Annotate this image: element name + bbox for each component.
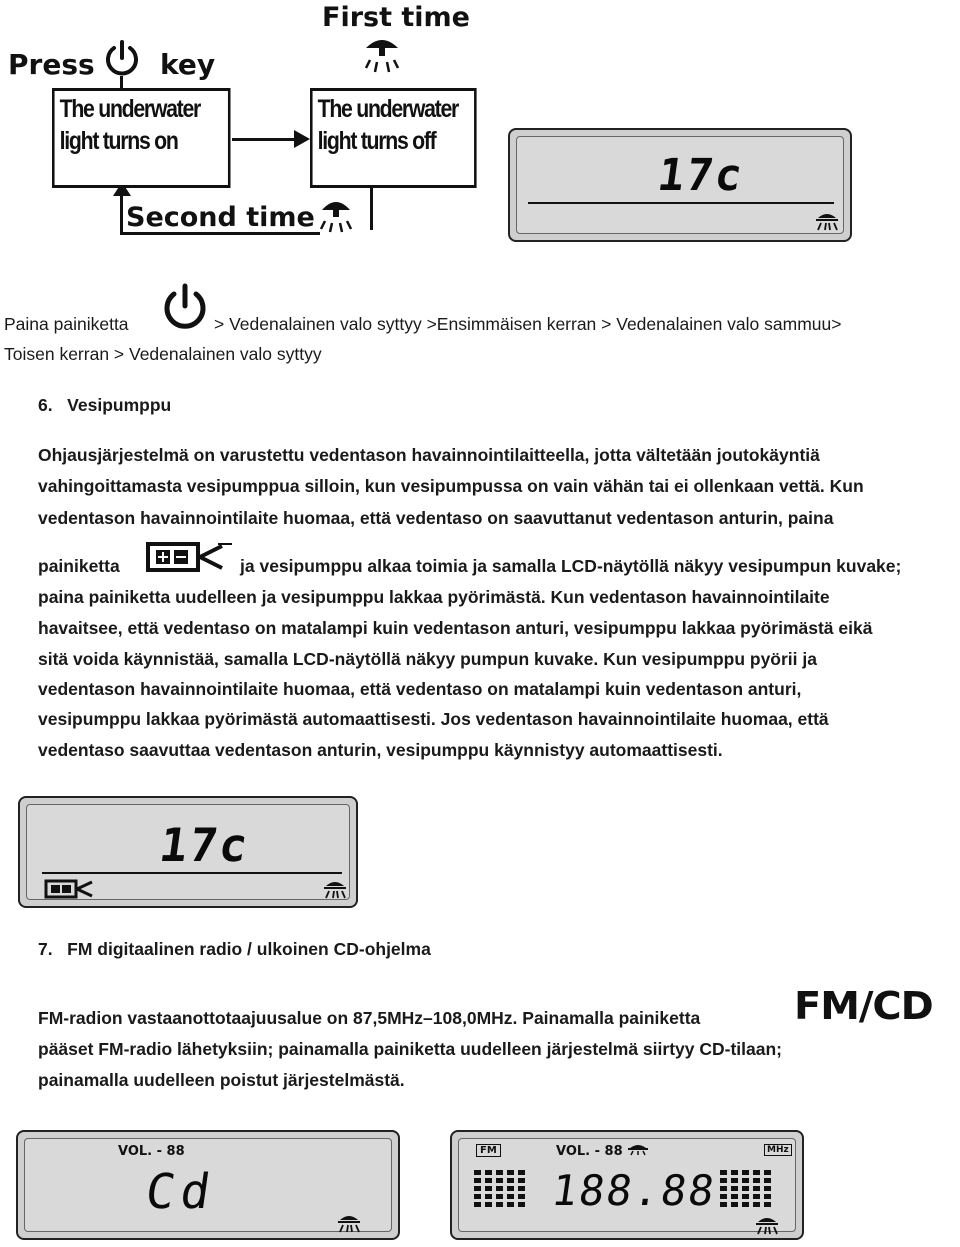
lcd-rule <box>42 872 342 874</box>
section6-line7: sitä voida käynnistää, samalla LCD-näytöllä näkyy pumpun kuvake. Kun vesipumppu pyörii ja <box>38 649 817 669</box>
lcd-frequency-digits: 188.88 <box>548 1166 720 1215</box>
section6-line6: havaitsee, että vedentaso on matalampi kuin vedentason anturi, vesipumppu lakkaa pyörimästä eikä <box>38 618 873 638</box>
section6-line2: vahingoittamasta vesipumppua silloin, kun vesipumpussa on vain vähän tai ei ollenkaan vettä. Kun <box>38 476 864 496</box>
second-time-label: Second time <box>126 202 315 233</box>
section6-line10: vedentaso saavuttaa vedentason anturin, vesipumppu käynnistyy automaattisesti. <box>38 740 723 760</box>
power-prefix: Paina painiketta <box>4 314 129 334</box>
section6-heading: 6. Vesipumppu <box>38 395 172 415</box>
lcd-volume-readout: VOL. - 88 <box>118 1144 185 1159</box>
lcd-volume-readout: VOL. - 88 <box>556 1144 623 1159</box>
section6-line9: vesipumppu lakkaa pyörimästä automaattisesti. Jos vedentason havainnointilaite huomaa, että <box>38 709 829 729</box>
box-light-off <box>310 88 477 188</box>
lcd-mhz-tag: MHz <box>764 1144 792 1156</box>
water-pump-icon <box>44 878 100 900</box>
first-time-label: First time <box>322 2 470 33</box>
section6-line3: vedentason havainnointilaite huomaa, että vedentaso on saavuttanut vedentason anturin, paina <box>38 508 834 528</box>
lcd-display-cd <box>16 1130 400 1240</box>
power-icon <box>102 38 142 78</box>
underwater-light-icon <box>334 1212 364 1234</box>
section7-line3: painamalla uudelleen poistut järjestelmästä. <box>38 1070 405 1090</box>
spectrum-bars-right <box>720 1168 780 1212</box>
box-light-on <box>52 88 231 188</box>
lcd-display-temperature <box>508 128 852 242</box>
box-left-line2: light turns on <box>59 127 178 155</box>
underwater-light-icon <box>320 878 350 900</box>
underwater-light-icon <box>314 192 358 236</box>
underwater-light-icon <box>626 1142 650 1156</box>
power-instruction-line2: Toisen kerran > Vedenalainen valo syttyy <box>4 344 322 364</box>
section6-line5: paina painiketta uudelleen ja vesipumppu lakkaa pyörimästä. Kun vedentason havainnointilaite <box>38 587 830 607</box>
box-right-line1: The underwater <box>317 95 459 123</box>
power-suffix: > Vedenalainen valo syttyy >Ensimmäisen kerran > Vedenalainen valo sammuu> <box>214 314 842 334</box>
section6-line8: vedentason havainnointilaite huomaa, että vedentaso on matalampi kuin vedentason anturi, <box>38 679 802 699</box>
key-label: key <box>160 48 216 81</box>
underwater-light-icon <box>812 210 842 232</box>
lcd-temperature-digits: 17c <box>654 150 748 201</box>
power-icon <box>158 282 212 332</box>
fm-cd-button-label: FM/CD <box>794 984 933 1028</box>
power-diagram <box>0 0 480 250</box>
lcd-mode-digits: Cd <box>142 1164 220 1220</box>
box-right-line2: light turns off <box>317 127 436 155</box>
section6-line1: Ohjausjärjestelmä on varustettu vedentason havainnointilaitteella, jotta vältetään joutokäyntiä <box>38 445 820 465</box>
underwater-light-icon <box>752 1214 782 1236</box>
water-pump-icon <box>146 540 236 574</box>
section7-line2: pääset FM-radio lähetyksiin; painamalla painiketta uudelleen järjestelmä siirtyy CD-tilaan; <box>38 1039 782 1059</box>
power-instruction-line1 <box>4 309 129 339</box>
underwater-light-icon <box>360 34 404 76</box>
section7-line1: FM-radion vastaanottotaajuusalue on 87,5MHz–108,0MHz. Painamalla painiketta <box>38 1008 701 1028</box>
lcd-rule <box>528 202 834 204</box>
section7-heading: 7. FM digitaalinen radio / ulkoinen CD-ohjelma <box>38 939 431 959</box>
connector-line <box>370 186 373 230</box>
lcd-display-fm <box>450 1130 804 1240</box>
box-left-line1: The underwater <box>59 95 201 123</box>
section6-line4-prefix: painiketta <box>38 556 120 576</box>
lcd-display-pump <box>18 796 358 908</box>
arrow-right-icon <box>294 130 310 148</box>
press-label: Press <box>8 48 95 81</box>
spectrum-bars-left <box>474 1168 534 1212</box>
lcd-temperature-digits: 17c <box>156 818 253 872</box>
lcd-fm-tag: FM <box>476 1144 501 1157</box>
section6-line4-suffix: ja vesipumppu alkaa toimia ja samalla LCD-näytöllä näkyy vesipumpun kuvake; <box>240 556 902 576</box>
